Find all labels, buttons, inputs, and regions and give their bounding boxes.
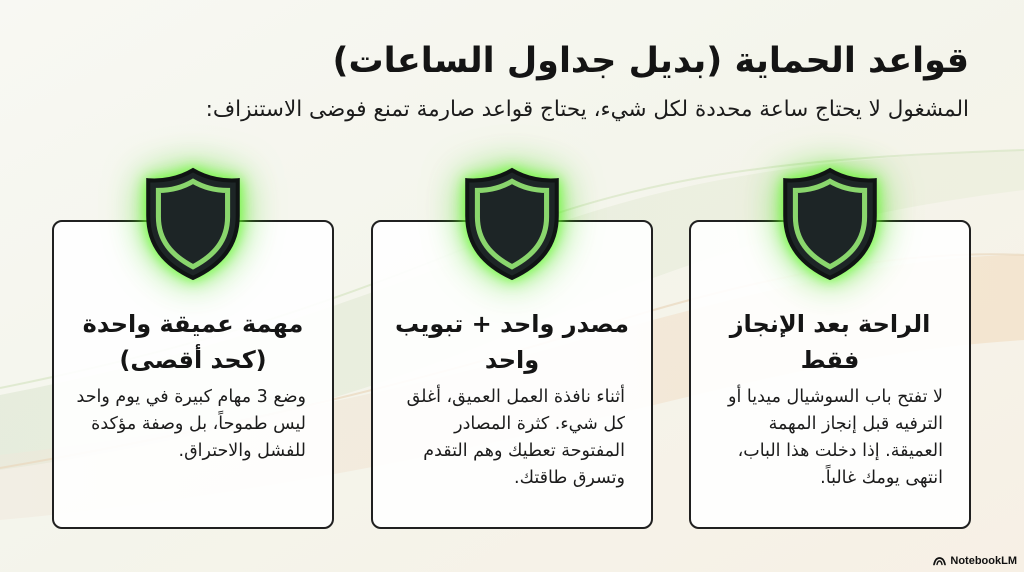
page-subtitle: المشغول لا يحتاج ساعة محددة لكل شيء، يحتاج قواعد صارمة تمنع فوضى الاستنزاف: [205, 97, 969, 122]
card-title: مصدر واحد + تبويب واحد [395, 310, 629, 374]
page-title: قواعد الحماية (بديل جداول الساعات) [332, 41, 969, 81]
notebooklm-brand [933, 555, 1017, 567]
card-title: مهمة عميقة واحدة (كحد أقصى) [82, 310, 304, 374]
shield-icon [779, 164, 881, 284]
brand-label: NotebookLM [950, 555, 1017, 567]
card-body: وضع 3 مهام كبيرة في يوم واحد ليس طموحاً، بل وصفة مؤكدة للفشل والاحتراق. [76, 387, 306, 462]
notebooklm-logo-icon [933, 556, 946, 566]
shield-icon [461, 164, 563, 284]
card-title: الراحة بعد الإنجاز فقط [729, 310, 931, 374]
card-body: لا تفتح باب السوشيال ميديا أو الترفيه قبل إنجاز المهمة العميقة. إذا دخلت هذا الباب، انتهى يومك غالباً. [728, 387, 943, 489]
shield-icon [142, 164, 244, 284]
card-body: أثناء نافذة العمل العميق، أغلق كل شيء. كثرة المصادر المفتوحة تعطيك وهم التقدم وتسرق طاقتك. [406, 387, 625, 489]
